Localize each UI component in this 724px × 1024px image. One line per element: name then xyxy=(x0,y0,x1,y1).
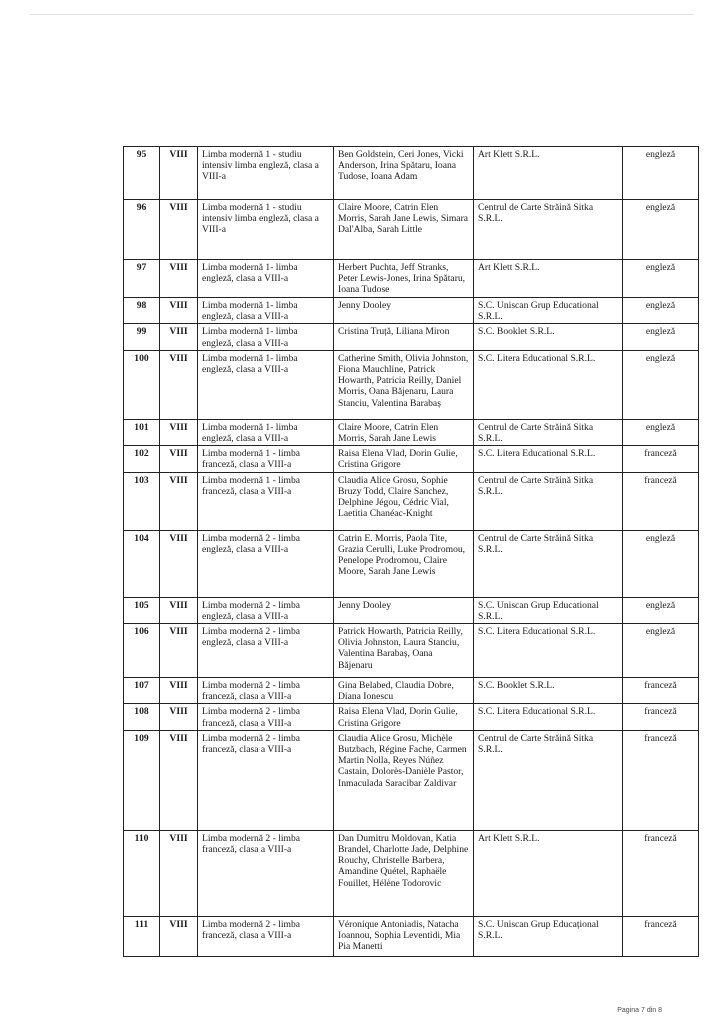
cell-authors: Raisa Elena Vlad, Dorin Gulie, Cristina Grigore xyxy=(334,446,474,472)
cell-nr: 106 xyxy=(124,624,160,678)
cell-class: VIII xyxy=(160,298,198,324)
table-row xyxy=(124,530,699,597)
cell-nr: 105 xyxy=(124,597,160,623)
cell-language: engleză xyxy=(623,200,699,260)
cell-language: engleză xyxy=(623,597,699,623)
cell-subject: Limba modernă 1- limba engleză, clasa a VIII-a xyxy=(198,324,334,350)
cell-nr: 95 xyxy=(124,147,160,200)
cell-authors: Jenny Dooley xyxy=(334,597,474,623)
cell-nr: 109 xyxy=(124,730,160,830)
cell-class: VIII xyxy=(160,419,198,445)
cell-subject: Limba modernă 1- limba engleză, clasa a VIII-a xyxy=(198,260,334,298)
cell-publisher: Art Klett S.R.L. xyxy=(474,147,623,200)
cell-language: engleză xyxy=(623,324,699,350)
cell-publisher: Centrul de Carte Străină Sitka S.R.L. xyxy=(474,530,623,597)
table-row xyxy=(124,730,699,830)
cell-publisher: S.C. Litera Educational S.R.L. xyxy=(474,624,623,678)
cell-language: engleză xyxy=(623,350,699,419)
textbook-table xyxy=(123,146,699,957)
cell-publisher: S.C. Litera Educational S.R.L. xyxy=(474,350,623,419)
page-number: Pagina 7 din 8 xyxy=(617,1007,662,1014)
cell-class: VIII xyxy=(160,260,198,298)
cell-authors: Raisa Elena Vlad, Dorin Gulie, Cristina Grigore xyxy=(334,704,474,730)
cell-publisher: Art Klett S.R.L. xyxy=(474,260,623,298)
cell-class: VIII xyxy=(160,704,198,730)
cell-subject: Limba modernă 1 - limba franceză, clasa a VIII-a xyxy=(198,446,334,472)
table-row xyxy=(124,472,699,530)
cell-class: VIII xyxy=(160,624,198,678)
cell-language: engleză xyxy=(623,530,699,597)
cell-language: engleză xyxy=(623,260,699,298)
cell-authors: Gina Belabed, Claudia Dobre, Diana Ionescu xyxy=(334,678,474,704)
cell-nr: 107 xyxy=(124,678,160,704)
cell-authors: Catrin E. Morris, Paola Tite, Grazia Cerulli, Luke Prodromou, Penelope Prodromou, Claire Moore, Sarah Jane Lewis xyxy=(334,530,474,597)
table-row xyxy=(124,830,699,916)
cell-subject: Limba modernă 1- limba engleză, clasa a VIII-a xyxy=(198,350,334,419)
cell-nr: 102 xyxy=(124,446,160,472)
cell-nr: 101 xyxy=(124,419,160,445)
cell-publisher: Centrul de Carte Străină Sitka S.R.L. xyxy=(474,730,623,830)
cell-nr: 99 xyxy=(124,324,160,350)
cell-class: VIII xyxy=(160,830,198,916)
table-row xyxy=(124,298,699,324)
cell-publisher: Centrul de Carte Străină Sitka S.R.L. xyxy=(474,419,623,445)
cell-language: engleză xyxy=(623,298,699,324)
cell-class: VIII xyxy=(160,916,198,956)
cell-subject: Limba modernă 2 - limba franceză, clasa a VIII-a xyxy=(198,830,334,916)
cell-publisher: Centrul de Carte Străină Sitka S.R.L. xyxy=(474,200,623,260)
cell-publisher: S.C. Uniscan Grup Educational S.R.L. xyxy=(474,298,623,324)
cell-language: franceză xyxy=(623,704,699,730)
cell-authors: Catherine Smith, Olivia Johnston, Fiona Mauchline, Patrick Howarth, Patricia Reilly, Daniel Morris, Oana Băjenaru, Laura Stanciu, Valentina Barabaș xyxy=(334,350,474,419)
cell-class: VIII xyxy=(160,147,198,200)
cell-nr: 111 xyxy=(124,916,160,956)
cell-authors: Herbert Puchta, Jeff Stranks, Peter Lewis-Jones, Irina Spătaru, Ioana Tudose xyxy=(334,260,474,298)
table-row xyxy=(124,200,699,260)
table-row xyxy=(124,704,699,730)
cell-nr: 98 xyxy=(124,298,160,324)
cell-nr: 104 xyxy=(124,530,160,597)
cell-authors: Claudia Alice Grosu, Sophie Bruzy Todd, Claire Sanchez, Delphine Jégou, Cédric Vial, Laetitia Chanéac-Knight xyxy=(334,472,474,530)
cell-subject: Limba modernă 2 - limba engleză, clasa a VIII-a xyxy=(198,624,334,678)
cell-language: engleză xyxy=(623,147,699,200)
table-row xyxy=(124,597,699,623)
cell-class: VIII xyxy=(160,472,198,530)
cell-class: VIII xyxy=(160,350,198,419)
cell-class: VIII xyxy=(160,597,198,623)
cell-subject: Limba modernă 1 - limba franceză, clasa a VIII-a xyxy=(198,472,334,530)
cell-nr: 108 xyxy=(124,704,160,730)
cell-nr: 96 xyxy=(124,200,160,260)
table-row xyxy=(124,324,699,350)
cell-authors: Patrick Howarth, Patricia Reilly, Olivia Johnston, Laura Stanciu, Valentina Barabaș, Oana Băjenaru xyxy=(334,624,474,678)
cell-language: engleză xyxy=(623,624,699,678)
cell-authors: Dan Dumitru Moldovan, Katia Brandel, Charlotte Jade, Delphine Rouchy, Christelle Barbera, Amandine Quétel, Raphaële Fouillet, Hélène Todorovic xyxy=(334,830,474,916)
table-row xyxy=(124,624,699,678)
cell-authors: Ben Goldstein, Ceri Jones, Vicki Anderson, Irina Spătaru, Ioana Tudose, Ioana Adam xyxy=(334,147,474,200)
cell-language: engleză xyxy=(623,419,699,445)
cell-nr: 103 xyxy=(124,472,160,530)
cell-subject: Limba modernă 2 - limba engleză, clasa a VIII-a xyxy=(198,597,334,623)
cell-language: franceză xyxy=(623,730,699,830)
cell-authors: Claire Moore, Catrin Elen Morris, Sarah Jane Lewis, Simara Dal'Alba, Sarah Little xyxy=(334,200,474,260)
cell-subject: Limba modernă 1- limba engleză, clasa a VIII-a xyxy=(198,298,334,324)
cell-language: franceză xyxy=(623,830,699,916)
cell-authors: Jenny Dooley xyxy=(334,298,474,324)
cell-publisher: S.C. Booklet S.R.L. xyxy=(474,678,623,704)
cell-authors: Cristina Truță, Liliana Miron xyxy=(334,324,474,350)
top-rule xyxy=(30,14,694,15)
cell-publisher: S.C. Litera Educational S.R.L. xyxy=(474,704,623,730)
cell-publisher: S.C. Uniscan Grup Educațional S.R.L. xyxy=(474,916,623,956)
cell-class: VIII xyxy=(160,530,198,597)
table-row xyxy=(124,350,699,419)
cell-language: franceză xyxy=(623,446,699,472)
cell-publisher: Art Klett S.R.L. xyxy=(474,830,623,916)
cell-authors: Véronique Antoniadis, Natacha Ioannou, Sophia Leventidi, Mia Pia Manetti xyxy=(334,916,474,956)
cell-class: VIII xyxy=(160,324,198,350)
cell-subject: Limba modernă 2 - limba franceză, clasa a VIII-a xyxy=(198,704,334,730)
cell-authors: Claudia Alice Grosu, Michèle Butzbach, Régine Fache, Carmen Martin Nolla, Reyes Núñez Castain, Dolorès-Danièle Pastor, Inmaculada Saracibar Zaldivar xyxy=(334,730,474,830)
cell-subject: Limba modernă 1 - studiu intensiv limba engleză, clasa a VIII-a xyxy=(198,147,334,200)
table-row xyxy=(124,147,699,200)
table-row xyxy=(124,446,699,472)
cell-publisher: Centrul de Carte Străină Sitka S.R.L. xyxy=(474,472,623,530)
cell-authors: Claire Moore, Catrin Elen Morris, Sarah Jane Lewis xyxy=(334,419,474,445)
cell-class: VIII xyxy=(160,200,198,260)
cell-subject: Limba modernă 1 - studiu intensiv limba engleză, clasa a VIII-a xyxy=(198,200,334,260)
table-row xyxy=(124,260,699,298)
cell-class: VIII xyxy=(160,446,198,472)
cell-publisher: S.C. Litera Educational S.R.L. xyxy=(474,446,623,472)
cell-language: franceză xyxy=(623,916,699,956)
table-row xyxy=(124,419,699,445)
cell-nr: 110 xyxy=(124,830,160,916)
cell-subject: Limba modernă 2 - limba franceză, clasa a VIII-a xyxy=(198,730,334,830)
cell-class: VIII xyxy=(160,730,198,830)
table-body xyxy=(124,147,699,957)
cell-subject: Limba modernă 2 - limba franceză, clasa a VIII-a xyxy=(198,916,334,956)
table-row xyxy=(124,916,699,956)
cell-nr: 97 xyxy=(124,260,160,298)
cell-subject: Limba modernă 2 - limba franceză, clasa a VIII-a xyxy=(198,678,334,704)
cell-language: franceză xyxy=(623,678,699,704)
cell-nr: 100 xyxy=(124,350,160,419)
cell-language: franceză xyxy=(623,472,699,530)
cell-publisher: S.C. Uniscan Grup Educational S.R.L. xyxy=(474,597,623,623)
cell-subject: Limba modernă 1- limba engleză, clasa a VIII-a xyxy=(198,419,334,445)
cell-class: VIII xyxy=(160,678,198,704)
cell-subject: Limba modernă 2 - limba engleză, clasa a VIII-a xyxy=(198,530,334,597)
table-row xyxy=(124,678,699,704)
cell-publisher: S.C. Booklet S.R.L. xyxy=(474,324,623,350)
